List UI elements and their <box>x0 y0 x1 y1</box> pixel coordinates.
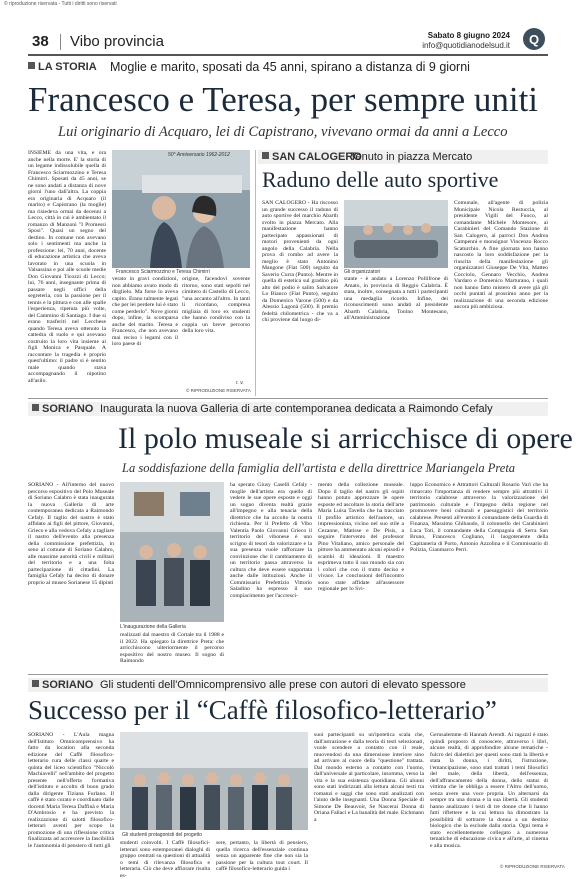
story4-photo-caption: Gli studenti protagonisti del progetto <box>122 832 203 838</box>
story3-column-4: mento della collezione museale. Dopo il taglio del nastro gli ospiti hanno potuto apprezzare le opere esposte ed ascoltare la storia dell'arte Maria Luisa Tavella che ha tracciato il profilo artistico dell'autore, un impressionista, vicino nel suo stile a Cezanne, Matisse e De Pisis, a seguire l'intervento del professor Pino Vitaliano, amico personale del pittore ha ammentato alcuni episodi e scambi di ideazioni. Il maestro esprimeva tutto il suo mondo sia con i colori che con il tratto deciso e vivace. Le conclusioni dell'incontro sono state affidate all'assessore regionale per lo Svi- <box>318 482 404 592</box>
story3-column-5: luppo Economico e Attrattori Culturali Rosario Varì che ha rimarcato l'importanza di rendere sempre più attrattivi il territorio calabrese attraverso la valorizzazione del patrimonio culturale e l'impegno della regione nel promuovere beni culturali e paesaggistici del territorio calabrese. Presenti all'evento il comandante della Guardia di Finanza, Massimo Ghibaudo, il colonnello dei Carabinieri Luca Toti, il comandante della Compagnia di Serra San Bruno, Francesco Cogliano, il luogotenente della Capitaneria di Porto, Antonio Azzolina e il Commissario di Polizia, Gianmarco Perri. <box>410 482 548 553</box>
story1-copyright: © RIPRODUZIONE RISERVATA <box>186 388 251 393</box>
story1-kicker <box>28 61 97 73</box>
story4-column-2: studenti coinvolti. I Caffè filosofici-letterari sono estemporanei dialoghi di gruppo centrati su questioni di attualità o temi di rilevanza filosofica e letteraria. Ciò che deve affiorare risulta es- <box>120 840 210 879</box>
story2-kicker <box>262 151 362 163</box>
masthead-rule <box>28 54 548 56</box>
story1-column-3: origine, facendovi sovente ritorno, sono stati sepolti nel cimitero di Castello di Lecco, "una accanto all'altro. In tanti li ricordano, compresa migliaia di loro ex studenti che hanno condiviso con la coppia un breve percorso della loro vita. <box>182 276 250 334</box>
story4-column-4: suoi partecipanti su un'ipotetica scala che, dall'astrazione e dalla teoria di testi selezionati, vuole scendere a contatto con il reale, muovendosi da una dimensione interiore sino ad arrivare al cuore della "questione" trattata. Dal mondo esterno a contatto con l'uomo, dall'universale al particolare, insomma, verso la vita e la sua esistenza quotidiana. Gli alunni sono stati indirizzati alla lettura alcuni testi tra romanzi e saggi che sono stati analizzati con l'aiuto delle insegnanti. Una Donna Speciale di Simone De Beauvoir, Se Nascerai Donna di Oriana Fallaci e La banalità del male. Eichmann a <box>314 732 424 823</box>
story2-column-1: SAN CALOGERO - Ha riscosso un grande successo il raduno di auto sportive del marchio Abarth svolto in piazza Mercato. Alla manifestazione hanno partecipato appassionati di motori provenienti da ogni angolo della Calabria. Nella prova di rombo ad avere la meglio è stato Antonino Mangone (Fiat 500) seguito da Saverio Curra (Punto). Mentre in quella di estetica sul gradino più alto del podio è salito Salvatore Lo Bianco (Fiat Punto), seguito da Domenico Varone (500) e da Alessio Lagonà (500). Il premio fedeltà chilometrica - che va a chi proviene dal luogo di- <box>262 200 338 323</box>
story4-kicker-label: SORIANO <box>42 679 94 691</box>
story1-kicker-label: LA STORIA <box>38 61 97 73</box>
story3-photo-caption: L'inaugurazione della Galleria <box>120 624 186 630</box>
story4-column-5: Gerusalemme di Hannah Arendt. Ai ragazzi è stato quindi proposto di conoscere, attraverso i libri, alcune realtà, di approfondire alcune tematiche - fulcro dei dialettici per questi sono stati la libertà e stata la donna, i diritti, l'istruzione, l'emancipazione, sono stati trattati i temi filosofici del male, della libertà, dell'essenza, dell'affrancamento della donna, dello status di vittima che le obbliga a essere l'Altro dell'uomo, senza avere una voce propria. Un alternarsi da sempre tra una donna e la sua libertà. Gli studenti hanno analizzato i testi di tre donne che li hanno fatti riflettere e la cui lettura ha dimostrato la possibilità di sottrarre la donna a un destino biologico che la esclude dalla storia. Ogni tema è stato eccellentemente collegato a numerose tematiche di educazione civica e all'arte, al cinema e alla musica. <box>430 732 548 849</box>
section-rule-1 <box>28 398 548 399</box>
disclaimer-text: © riproduzione riservata - Tutti i diritti sono riservati <box>4 1 117 7</box>
story3-kicker <box>32 403 93 415</box>
story1-photo-banner: 50° Anniversario 1962-2012 <box>168 152 230 158</box>
story3-kicker-label: SORIANO <box>42 403 94 415</box>
story4-photo <box>120 732 308 830</box>
story3-column-3: ha sperato Giusy Caselli Cefaly - moglie dell'artista era quello di vedere le sue opere esposte e oggi un sogno diventa realtà grazie all'impegno e alla tenacia della direttrice che ha accolto la nostra richiesta. Per il Prefetto di Vibo Valentia Paolo Giovanni Grieco il territorio del vibonese è uno scrigno di tesori da valorizzare e la sua presenza vuole rafforzare la convinzione che il cambiamento di un territorio passa attraverso la cultura che deve essere supportata anche dalle istituzioni. Anche il Commissario Prefettizio Vittorio Saladino ha espresso il suo compiacimento per l'accresci- <box>230 482 312 599</box>
newspaper-logo-icon: Q <box>523 28 545 50</box>
masthead-separator <box>60 34 61 50</box>
contact-email: info@quotidianodelsud.it <box>422 41 510 50</box>
section-name: Vibo provincia <box>70 33 164 50</box>
story2-column-2: stante - è andato a Lorenzo Pollifrone di Amato, in provincia di Reggio Calabria. È stata, inoltre, consegnata a tutti i partecipanti una medaglia ricordo. Infine, dei riconoscimenti sono andati al presidente Abarth Calabria, Tonino Montesano, all'Amministrazione <box>344 276 448 321</box>
square-icon <box>32 404 39 411</box>
page-number: 38 <box>32 33 49 50</box>
story1-photo-caption: Francesco Sciarmozzino e Teresa Chimirri <box>116 269 210 275</box>
story1-subhead: Moglie e marito, sposati da 45 anni, spirano a distanza di 9 giorni <box>110 60 470 74</box>
story1-deck: Lui originario di Acquaro, lei di Capistrano, vivevano ormai da anni a Lecco <box>58 124 508 140</box>
story4-column-1: SORIANO - L'Aula magna dell'Istituto Omnicomprensivo ha fatto da location alla seconda edizione del Caffè filosofico-letterario cura delle classi quarte e quinta del liceo scientifico "Niccolò Machiavelli" nell'ambito del progetto presente nell'offerta formativa dell'istituto e accolto di buon grado dalla dirigente Tiziana Furlano. Il caffè è stato curato e coordinato dalle docenti Maria Teresa Daffinà e Maria D'Ambrosio e ha previsto la realizzazione di salotti filosofico-letterari aventi per scopo la promozione di una riflessione critica finalizzata ad accrescere la fascibilità le l'autonomia di pensiero di tutti gli <box>28 732 114 849</box>
story1-column-2: verato in gravi condizioni, non abbiamo avuto modo di dirglielo. Ma forse lo aveva capito. Erano talmente legati che per lei perdere lui è stato come perderlo". Nove giorni dopo, infine, la scomparsa anche del marito. Teresa e Francesco, che non avevano mai reciso i legami con il loro paese di <box>112 276 178 347</box>
issue-date: Sabato 8 giugno 2024 <box>427 31 510 40</box>
students-photo-illustration <box>120 732 308 830</box>
story4-column-3: sere, pertanto, la libertà di pensiero, quella ricerca dell'essenziale continua senza un apparente fine che non sia la passione per la cultura tout court. Il caffè filosofico-letterario guida i <box>216 840 308 872</box>
column-divider <box>255 150 256 396</box>
square-icon <box>262 152 269 159</box>
story1-byline: r. v. <box>236 380 244 386</box>
story4-subhead: Gli studenti dell'Omnicomprensivo alle prese con autori di elevato spessore <box>100 679 466 691</box>
square-icon <box>32 680 39 687</box>
story3-headline: Il polo museale si arricchisce di opere <box>118 422 573 455</box>
story3-photo <box>120 482 224 622</box>
car-rally-photo-illustration <box>344 200 448 268</box>
story1-photo <box>112 150 250 268</box>
story3-deck: La soddisfazione della famiglia dell'artista e della direttrice Mariangela Preta <box>122 461 516 475</box>
square-icon <box>28 62 35 69</box>
story1-column-1: INSIEME da una vita, e ora anche nella morte. E' la storia di un legame indissolubile quella di Francesco Sciarmozzino e Teresa Chimirri. Sposati da 45 anni, se ne sono andati a distanza di nove giorni l'uno dall'altra. La coppia era originaria di Acquaro (il marito) e Capistrano (la moglie) ma risiedeva ormai da decenni a Lecco, città in cui è ambientato il romanzo di Manzoni "I Promessi Sposi". Quasi un segno del destino. In comune non avevano solo i sentimenti ma anche la professione: lei, 70 anni, docente di educazione artistica che aveva lavorato in una scuola in Valsassina e poi alle scuole medie Don Giovanni Ticozzi di Lecco; lui, 76 anni, insegnante prima di passare negli uffici della segreteria, con la passione per il tennis e la pittura e con alle spalle l'esperienza, ripetuta più volte, del Cammino di Santiago. I due si erano trasferiti nel Lecchese quando Teresa aveva ottenuto la cattedra di ruolo e qui avevano costruito la loro vita insieme ai figli Monica e Pasquale. A raccontare la tragedia è proprio quest'ultimo: il padre si è sentito male quando stava accompagnando il nipotino all'asilo. <box>28 150 106 384</box>
story2-headline: Raduno delle auto sportive <box>262 167 499 192</box>
gallery-photo-illustration <box>120 482 224 622</box>
story3-column-2: realizzati dal maestro di Cortale tra il 1988 e il 2022. Ha spiegato la direttrice Preta: che arricchiscono ulteriormente il percorso espositivo del nostro museo. Il sogno di Raimondo <box>120 632 224 664</box>
story3-subhead: Inaugurata la nuova Galleria di arte contemporanea dedicata a Raimondo Cefaly <box>100 403 493 415</box>
story4-copyright: © RIPRODUZIONE RISERVATA <box>500 864 565 869</box>
story2-photo <box>344 200 448 268</box>
story1-headline: Francesco e Teresa, per sempre uniti <box>28 80 539 119</box>
story2-column-3: Comunale, all'agente di polizia Municipale Nicola Restuccia, al presidente Vigili del Fuoco, al comandante Michele Montesore, ai Carabinieri del Comando Stazione di San Calogero, ai parroci Don Andrea Campenni e monsignor Vincenzo Rocco Scaturchio. A fine giornata non hanno nascosto la loro soddisfazione per la riuscita della manifestazione gli organizzatori Giuseppe De Vita, Matteo Cocciolo, Gennaro Vecchio, Andrea Vardaro e Domenico Marturano, i quali non hanno fatto mistero di avere già gli occhi puntati al prossimo anno per la realizzazione di una seconda edizione ancora più ambiziosa. <box>454 200 548 310</box>
story4-kicker <box>32 679 93 691</box>
couple-photo-illustration <box>112 150 250 268</box>
story2-kicker-label: SAN CALOGERO <box>272 151 362 163</box>
story4-headline: Successo per il “Caffè filosofico-letterario” <box>28 695 497 725</box>
story2-subhead: Tenuto in piazza Mercato <box>350 151 473 163</box>
story3-column-1: SORIANO - All'interno del nuovo percorso espositivo del Polo Museale di Soriano Calabro è stata inaugurata la nuova Galleria di arte contemporanea dedicata a Raimondo Cefaly. Il taglio del nastro è stato affidato ai figli del pittore, Giovanni, Grieco e alla vedova Cefaly a tagliare il nastro dell'evento alla presenza della commissione prefettizia, in seno al comune di Soriano Calabro, alle massime autorità civili e militari del territorio e a una folta partecipazione di cittadini. La famiglia Cefaly ha deciso di donare proprio al museo Sorianese 15 dipinti <box>28 482 114 586</box>
story2-photo-caption: Gli organizzatori <box>344 269 381 275</box>
section-rule-2 <box>28 674 548 675</box>
